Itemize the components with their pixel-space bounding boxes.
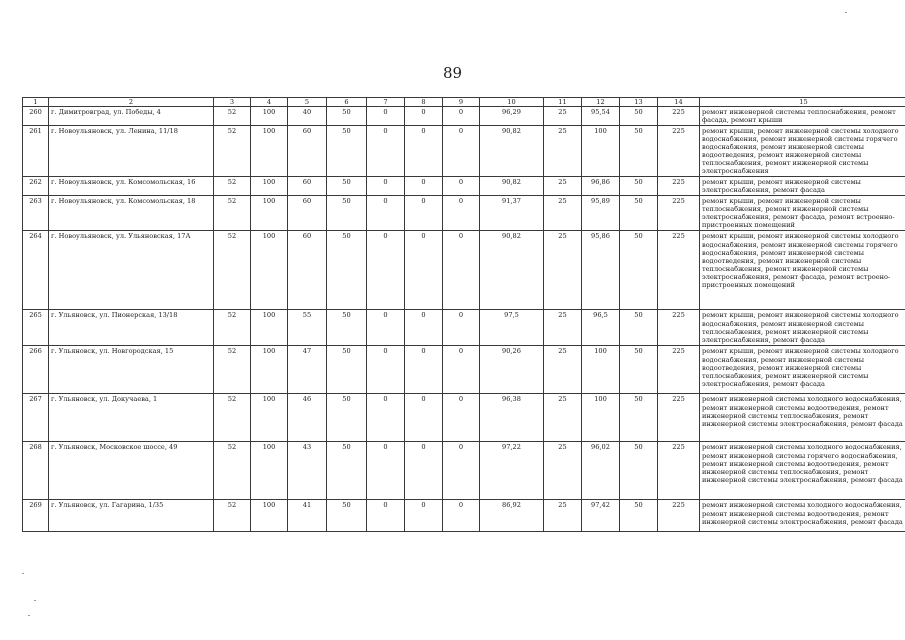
buildings-table xyxy=(22,97,905,532)
col-8-cell: 0 xyxy=(405,107,443,126)
col-12-cell: 95,54 xyxy=(582,107,620,126)
col-11-cell: 25 xyxy=(544,442,582,500)
col-11-cell: 25 xyxy=(544,196,582,231)
col-9-cell: 0 xyxy=(443,177,480,196)
table-row xyxy=(23,310,905,346)
table-row xyxy=(23,394,905,442)
col-9-cell: 0 xyxy=(443,442,480,500)
scan-speck xyxy=(34,600,36,601)
address-cell: г. Новоульяновск, ул. Ульяновская, 17А xyxy=(49,231,214,310)
col-9-cell: 0 xyxy=(443,126,480,177)
scan-speck xyxy=(28,615,30,616)
works-list-cell: ремонт инженерной системы холодного водоснабжения, ремонт инженерной системы горячего водоснабжения, ремонт инженерной системы водоотведения, ремонт инженерной системы теплоснабжения, ремонт инженерной системы электроснабжения, ремонт фасада xyxy=(700,442,905,500)
col-12-cell: 100 xyxy=(582,394,620,442)
col-7-cell: 0 xyxy=(367,107,405,126)
col-3-cell: 52 xyxy=(214,500,251,532)
header-cell: 5 xyxy=(288,98,327,107)
header-cell: 10 xyxy=(480,98,544,107)
table-row xyxy=(23,126,905,177)
col-7-cell: 0 xyxy=(367,231,405,310)
header-row xyxy=(23,98,905,107)
works-list-cell: ремонт крыши, ремонт инженерной системы электроснабжения, ремонт фасада xyxy=(700,177,905,196)
col-12-cell: 96,86 xyxy=(582,177,620,196)
col-6-cell: 50 xyxy=(327,346,367,394)
works-list-cell: ремонт инженерной системы холодного водоснабжения, ремонт инженерной системы водоотведения, ремонт инженерной системы теплоснабжения, ремонт инженерной системы электроснабжения, ремонт фасада xyxy=(700,394,905,442)
col-10-cell: 91,37 xyxy=(480,196,544,231)
col-9-cell: 0 xyxy=(443,394,480,442)
col-12-cell: 97,42 xyxy=(582,500,620,532)
table-row xyxy=(23,500,905,532)
header-cell: 13 xyxy=(620,98,658,107)
col-6-cell: 50 xyxy=(327,442,367,500)
col-8-cell: 0 xyxy=(405,394,443,442)
row-number-cell: 263 xyxy=(23,196,49,231)
col-3-cell: 52 xyxy=(214,346,251,394)
col-13-cell: 50 xyxy=(620,126,658,177)
header-cell: 1 xyxy=(23,98,49,107)
col-10-cell: 90,82 xyxy=(480,126,544,177)
col-5-cell: 60 xyxy=(288,126,327,177)
col-11-cell: 25 xyxy=(544,107,582,126)
col-8-cell: 0 xyxy=(405,500,443,532)
col-10-cell: 90,26 xyxy=(480,346,544,394)
works-list-cell: ремонт инженерной системы теплоснабжения, ремонт фасада, ремонт крыши xyxy=(700,107,905,126)
col-10-cell: 97,5 xyxy=(480,310,544,346)
header-cell: 15 xyxy=(700,98,905,107)
table-row xyxy=(23,442,905,500)
address-cell: г. Новоульяновск, ул. Комсомольская, 18 xyxy=(49,196,214,231)
col-7-cell: 0 xyxy=(367,394,405,442)
header-cell: 3 xyxy=(214,98,251,107)
col-6-cell: 50 xyxy=(327,394,367,442)
col-12-cell: 95,89 xyxy=(582,196,620,231)
col-11-cell: 25 xyxy=(544,500,582,532)
table-row xyxy=(23,107,905,126)
col-7-cell: 0 xyxy=(367,310,405,346)
row-number-cell: 260 xyxy=(23,107,49,126)
col-9-cell: 0 xyxy=(443,107,480,126)
table-row xyxy=(23,177,905,196)
col-3-cell: 52 xyxy=(214,310,251,346)
table-body xyxy=(23,107,905,532)
header-cell: 12 xyxy=(582,98,620,107)
header-cell: 9 xyxy=(443,98,480,107)
col-13-cell: 50 xyxy=(620,310,658,346)
row-number-cell: 268 xyxy=(23,442,49,500)
col-9-cell: 0 xyxy=(443,196,480,231)
col-3-cell: 52 xyxy=(214,196,251,231)
col-10-cell: 96,29 xyxy=(480,107,544,126)
col-14-cell: 225 xyxy=(658,231,700,310)
works-list-cell: ремонт крыши, ремонт инженерной системы теплоснабжения, ремонт инженерной системы электроснабжения, ремонт фасада, ремонт встроенно-пристроенных помещений xyxy=(700,196,905,231)
col-4-cell: 100 xyxy=(251,394,288,442)
col-13-cell: 50 xyxy=(620,500,658,532)
scan-speck xyxy=(845,12,847,13)
col-11-cell: 25 xyxy=(544,177,582,196)
col-14-cell: 225 xyxy=(658,500,700,532)
col-6-cell: 50 xyxy=(327,231,367,310)
address-cell: г. Ульяновск, ул. Гагарина, 1/35 xyxy=(49,500,214,532)
col-13-cell: 50 xyxy=(620,177,658,196)
col-8-cell: 0 xyxy=(405,177,443,196)
col-7-cell: 0 xyxy=(367,500,405,532)
col-4-cell: 100 xyxy=(251,231,288,310)
col-8-cell: 0 xyxy=(405,196,443,231)
col-14-cell: 225 xyxy=(658,107,700,126)
col-12-cell: 96,02 xyxy=(582,442,620,500)
col-11-cell: 25 xyxy=(544,310,582,346)
col-5-cell: 60 xyxy=(288,177,327,196)
col-13-cell: 50 xyxy=(620,107,658,126)
col-12-cell: 100 xyxy=(582,126,620,177)
col-4-cell: 100 xyxy=(251,442,288,500)
works-list-cell: ремонт крыши, ремонт инженерной системы холодного водоснабжения, ремонт инженерной системы горячего водоснабжения, ремонт инженерной системы водоотведения, ремонт инженерной системы теплоснабжения, ремонт инженерной системы электроснабжения, ремонт фасада, ремонт встроено-пристроенных помещений xyxy=(700,231,905,310)
col-13-cell: 50 xyxy=(620,346,658,394)
header-cell: 7 xyxy=(367,98,405,107)
col-5-cell: 55 xyxy=(288,310,327,346)
row-number-cell: 264 xyxy=(23,231,49,310)
col-3-cell: 52 xyxy=(214,177,251,196)
col-13-cell: 50 xyxy=(620,394,658,442)
header-cell: 8 xyxy=(405,98,443,107)
col-4-cell: 100 xyxy=(251,196,288,231)
col-3-cell: 52 xyxy=(214,442,251,500)
header-cell: 2 xyxy=(49,98,214,107)
col-14-cell: 225 xyxy=(658,310,700,346)
col-11-cell: 25 xyxy=(544,346,582,394)
col-11-cell: 25 xyxy=(544,126,582,177)
header-cell: 14 xyxy=(658,98,700,107)
col-13-cell: 50 xyxy=(620,196,658,231)
col-5-cell: 40 xyxy=(288,107,327,126)
col-8-cell: 0 xyxy=(405,442,443,500)
col-14-cell: 225 xyxy=(658,196,700,231)
col-6-cell: 50 xyxy=(327,126,367,177)
col-14-cell: 225 xyxy=(658,394,700,442)
col-4-cell: 100 xyxy=(251,346,288,394)
col-14-cell: 225 xyxy=(658,177,700,196)
address-cell: г. Новоульяновск, ул. Ленина, 11/18 xyxy=(49,126,214,177)
col-10-cell: 97,22 xyxy=(480,442,544,500)
col-8-cell: 0 xyxy=(405,126,443,177)
col-9-cell: 0 xyxy=(443,310,480,346)
address-cell: г. Ульяновск, ул. Пионерская, 13/18 xyxy=(49,310,214,346)
col-7-cell: 0 xyxy=(367,196,405,231)
col-12-cell: 95,86 xyxy=(582,231,620,310)
col-12-cell: 96,5 xyxy=(582,310,620,346)
col-7-cell: 0 xyxy=(367,177,405,196)
col-4-cell: 100 xyxy=(251,126,288,177)
col-10-cell: 90,82 xyxy=(480,231,544,310)
address-cell: г. Ульяновск, ул. Новгородская, 15 xyxy=(49,346,214,394)
col-12-cell: 100 xyxy=(582,346,620,394)
header-cell: 6 xyxy=(327,98,367,107)
col-5-cell: 47 xyxy=(288,346,327,394)
row-number-cell: 269 xyxy=(23,500,49,532)
col-14-cell: 225 xyxy=(658,442,700,500)
col-11-cell: 25 xyxy=(544,394,582,442)
col-3-cell: 52 xyxy=(214,126,251,177)
row-number-cell: 261 xyxy=(23,126,49,177)
row-number-cell: 267 xyxy=(23,394,49,442)
header-cell: 4 xyxy=(251,98,288,107)
col-7-cell: 0 xyxy=(367,346,405,394)
col-3-cell: 52 xyxy=(214,231,251,310)
col-9-cell: 0 xyxy=(443,346,480,394)
works-list-cell: ремонт крыши, ремонт инженерной системы холодного водоснабжения, ремонт инженерной системы водоотведения, ремонт инженерной системы теплоснабжения, ремонт инженерной системы электроснабжения, ремонт фасада xyxy=(700,346,905,394)
col-4-cell: 100 xyxy=(251,500,288,532)
page-number: 89 xyxy=(442,64,463,82)
col-5-cell: 46 xyxy=(288,394,327,442)
row-number-cell: 262 xyxy=(23,177,49,196)
table-row xyxy=(23,231,905,310)
header-cell: 11 xyxy=(544,98,582,107)
address-cell: г. Димитровград, ул. Победы, 4 xyxy=(49,107,214,126)
col-8-cell: 0 xyxy=(405,231,443,310)
col-6-cell: 50 xyxy=(327,177,367,196)
col-13-cell: 50 xyxy=(620,442,658,500)
row-number-cell: 266 xyxy=(23,346,49,394)
address-cell: г. Ульяновск, Московское шоссе, 49 xyxy=(49,442,214,500)
col-9-cell: 0 xyxy=(443,500,480,532)
col-14-cell: 225 xyxy=(658,126,700,177)
col-4-cell: 100 xyxy=(251,177,288,196)
col-10-cell: 90,82 xyxy=(480,177,544,196)
table-row xyxy=(23,196,905,231)
col-9-cell: 0 xyxy=(443,231,480,310)
col-8-cell: 0 xyxy=(405,310,443,346)
col-5-cell: 60 xyxy=(288,231,327,310)
col-10-cell: 86,92 xyxy=(480,500,544,532)
col-3-cell: 52 xyxy=(214,107,251,126)
col-4-cell: 100 xyxy=(251,107,288,126)
col-5-cell: 60 xyxy=(288,196,327,231)
col-4-cell: 100 xyxy=(251,310,288,346)
col-14-cell: 225 xyxy=(658,346,700,394)
address-cell: г. Новоульяновск, ул. Комсомольская, 16 xyxy=(49,177,214,196)
col-7-cell: 0 xyxy=(367,126,405,177)
works-list-cell: ремонт инженерной системы холодного водоснабжения, ремонт инженерной системы водоотведения, ремонт инженерной системы электроснабжения, ремонт фасада xyxy=(700,500,905,532)
address-cell: г. Ульяновск, ул. Докучаева, 1 xyxy=(49,394,214,442)
col-6-cell: 50 xyxy=(327,310,367,346)
col-3-cell: 52 xyxy=(214,394,251,442)
col-5-cell: 43 xyxy=(288,442,327,500)
col-5-cell: 41 xyxy=(288,500,327,532)
row-number-cell: 265 xyxy=(23,310,49,346)
col-6-cell: 50 xyxy=(327,500,367,532)
col-13-cell: 50 xyxy=(620,231,658,310)
col-6-cell: 50 xyxy=(327,196,367,231)
table-row xyxy=(23,346,905,394)
col-10-cell: 96,38 xyxy=(480,394,544,442)
scan-speck xyxy=(22,573,24,574)
col-7-cell: 0 xyxy=(367,442,405,500)
col-11-cell: 25 xyxy=(544,231,582,310)
col-6-cell: 50 xyxy=(327,107,367,126)
works-list-cell: ремонт крыши, ремонт инженерной системы холодного водоснабжения, ремонт инженерной системы теплоснабжения, ремонт инженерной системы электроснабжения, ремонт фасада xyxy=(700,310,905,346)
col-8-cell: 0 xyxy=(405,346,443,394)
works-list-cell: ремонт крыши, ремонт инженерной системы холодного водоснабжения, ремонт инженерной системы горячего водоснабжения, ремонт инженерной системы водоотведения, ремонт инженерной системы теплоснабжения, ремонт инженерной системы электроснабжения xyxy=(700,126,905,177)
